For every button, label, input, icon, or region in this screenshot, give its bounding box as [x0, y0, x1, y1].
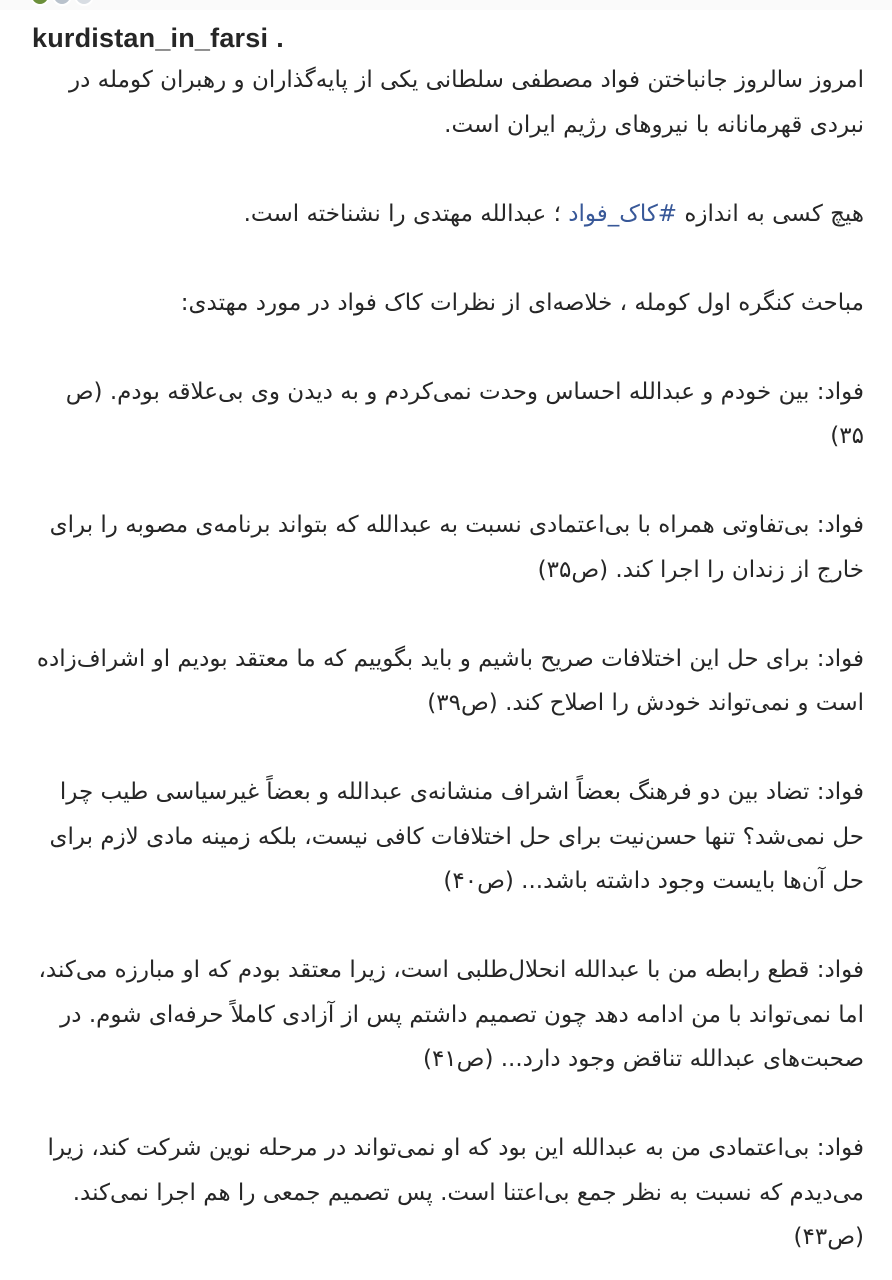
caption-paragraph-heading: مباحث کنگره اول کومله ، خلاصه‌ای از نظرات کاک فواد در مورد مهتدی:: [180, 289, 864, 316]
top-strip: [0, 0, 892, 10]
username-link[interactable]: kurdistan_in_farsi: [32, 22, 269, 53]
caption-paragraph-quote-3: فواد: برای حل این اختلافات صریح باشیم و باید بگوییم که ما معتقد بودیم او اشراف‌زاده است و نمی‌تواند خودش را اصلاح کند. (ص۳۹): [36, 645, 864, 716]
post-caption: [28, 58, 864, 1260]
username-separator: .: [276, 22, 284, 53]
caption-paragraph-hashtag: [28, 192, 864, 237]
caption-text: ؛ عبدالله مهتدی را نشناخته است.: [243, 200, 569, 227]
caption-paragraph-quote-4: فواد: تضاد بین دو فرهنگ بعضاً اشراف منشانه‌ی عبدالله و بعضاً غیرسیاسی طیب چرا حل نمی‌شد؟ تنها حسن‌نیت برای حل اختلافات کافی نیست، بلکه زمینه مادی لازم برای حل آن‌ها بایست وجود داشته باشد... (ص۴۰): [49, 779, 864, 894]
caption-paragraph-quote-5: فواد: قطع رابطه من با عبدالله انحلال‌طلبی است، زیرا معتقد بودم که او مبارزه می‌کند، اما نمی‌تواند با من ادامه دهد چون تصمیم داشتم پس از آزادی کاملاً حرفه‌ای شوم. در صحبت‌های عبدالله تناقض وجود دارد... (ص۴۱): [38, 957, 864, 1072]
post-header: [32, 20, 284, 56]
caption-text: هیچ کسی به اندازه: [677, 200, 864, 227]
caption-paragraph-quote-1: فواد: بین خودم و عبدالله احساس وحدت نمی‌کردم و به دیدن وی بی‌علاقه بودم. (ص ۳۵): [65, 378, 864, 449]
caption-paragraph-intro: امروز سالروز جانباختن فواد مصطفی سلطانی یکی از پایه‌گذاران و رهبران کومله در نبردی قهرمانانه با نیروهای رژیم ایران است.: [69, 67, 864, 138]
caption-paragraph-quote-6: فواد: بی‌اعتمادی من به عبدالله این بود که او نمی‌تواند در مرحله نوین شرکت کند، زیرا می‌دیدم که نسبت به نظر جمع بی‌اعتنا است. پس تصمیم جمعی را هم اجرا نمی‌کند. (ص۴۳): [47, 1135, 864, 1250]
caption-paragraph-quote-2: فواد: بی‌تفاوتی همراه با بی‌اعتمادی نسبت به عبدالله که بتواند برنامه‌ی مصوبه را برای خارج از زندان را اجرا کند. (ص۳۵): [49, 512, 864, 583]
hashtag-link[interactable]: #کاک_فواد: [568, 200, 678, 227]
